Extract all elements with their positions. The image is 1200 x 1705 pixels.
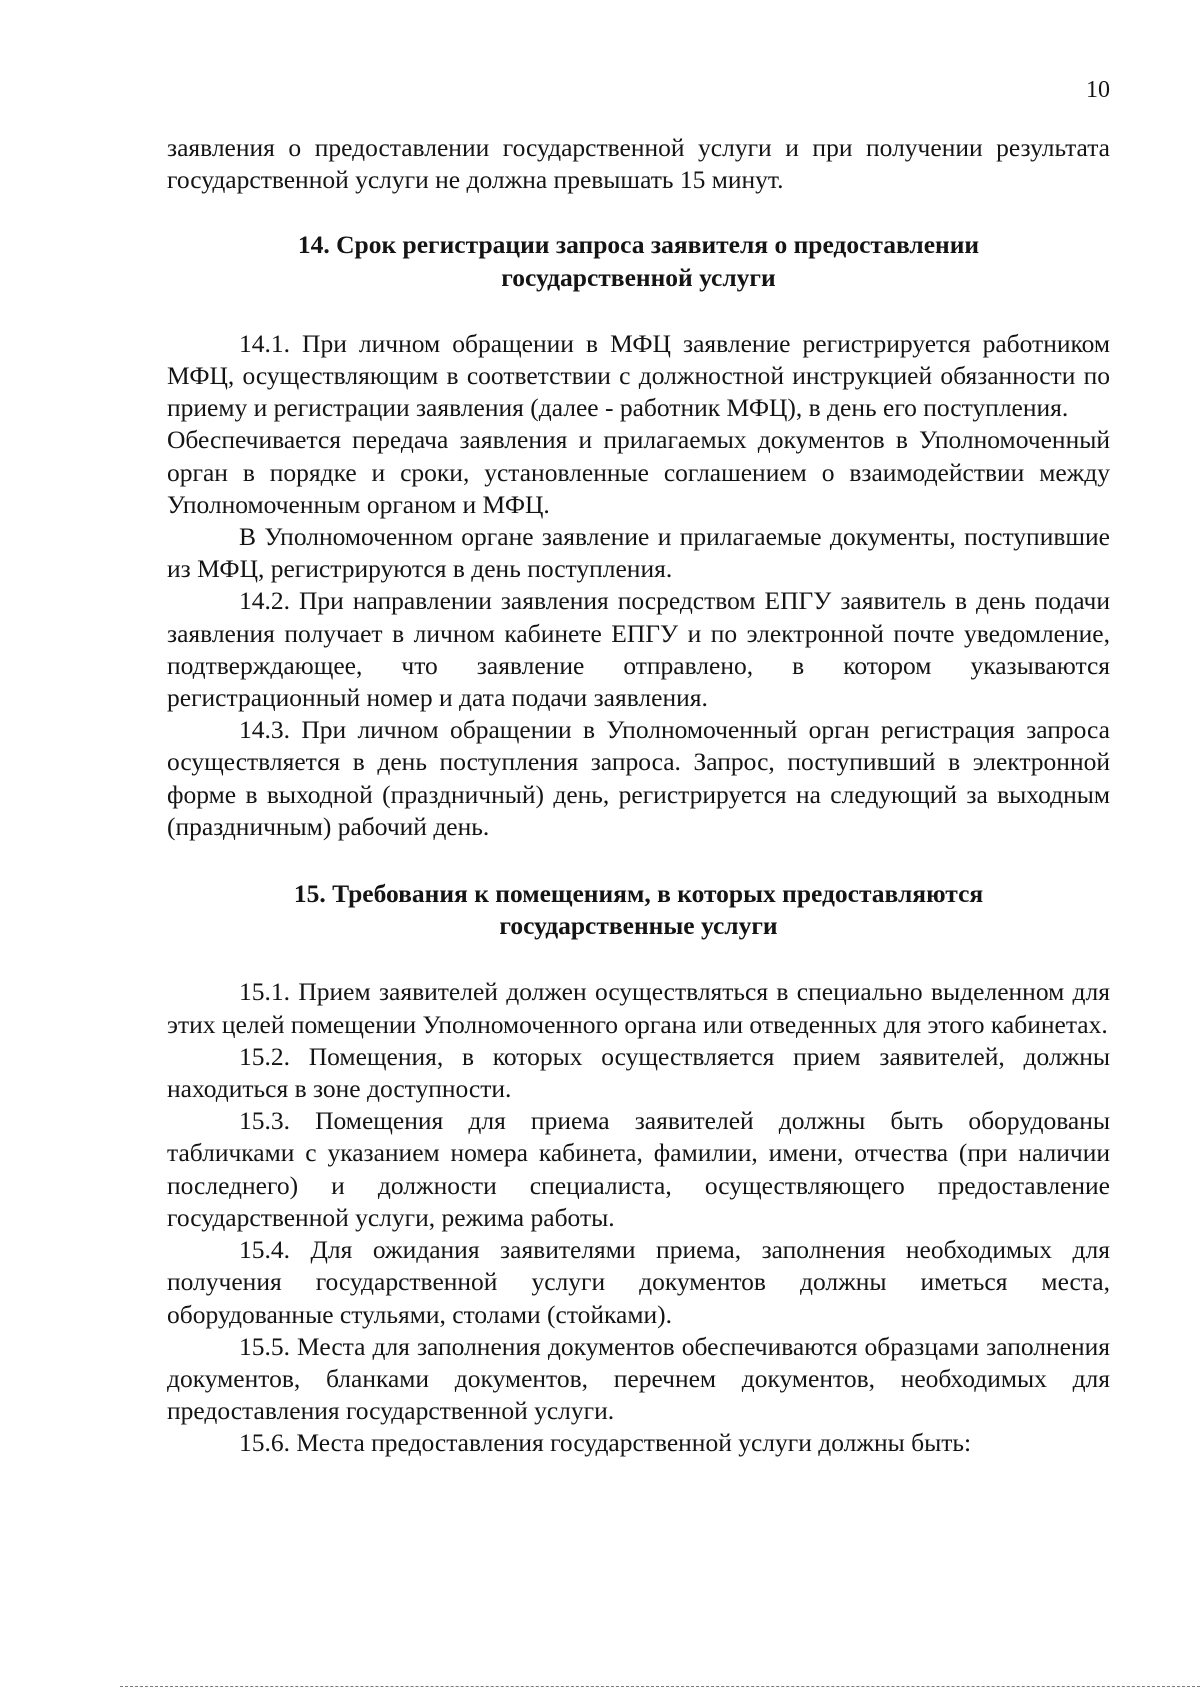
scan-edge-divider xyxy=(120,1686,1200,1687)
paragraph-14-1-transfer: Обеспечивается передача заявления и прилагаемых документов в Уполномоченный орган в порядке и сроки, установленные соглашением о взаимодействии между Уполномоченным органом и МФЦ. xyxy=(167,425,1110,519)
paragraph-14-1-registration: В Уполномоченном органе заявление и прилагаемые документы, поступившие из МФЦ, регистрируются в день поступления. xyxy=(167,522,1110,584)
page-number: 10 xyxy=(1086,77,1110,103)
paragraph-14-2: 14.2. При направлении заявления посредством ЕПГУ заявитель в день подачи заявления получает в личном кабинете ЕПГУ и по электронной почте уведомление, подтверждающее, что заявление отправлено, в котором указываются регистрационный номер и дата подачи заявления. xyxy=(167,586,1110,713)
paragraph-15-2: 15.2. Помещения, в которых осуществляется прием заявителей, должны находиться в зоне доступности. xyxy=(167,1041,1110,1104)
paragraph-15-4: 15.4. Для ожидания заявителями приема, заполнения необходимых для получения государственной услуги документов должны иметься места, оборудованные стульями, столами (стойками). xyxy=(167,1235,1110,1329)
paragraph-14-1: 14.1. При личном обращении в МФЦ заявление регистрируется работником МФЦ, осуществляющим в соответствии с должностной инструкцией обязанности по приему и регистрации заявления (далее - работник МФЦ), в день его поступления. xyxy=(167,328,1110,423)
paragraph-15-3: 15.3. Помещения для приема заявителей должны быть оборудованы табличками с указанием номера кабинета, фамилии, имени, отчества (при наличии последнего) и должности специалиста, осуществляющего предоставление государственной услуги, режима работы. xyxy=(167,1106,1110,1232)
section-14-heading: 14. Срок регистрации запроса заявителя о предоставлении государственной услуги xyxy=(297,230,980,292)
paragraph-15-6: 15.6. Места предоставления государственной услуги должны быть: xyxy=(239,1428,972,1458)
section-15-heading: 15. Требования к помещениям, в которых предоставляются государственные услуги xyxy=(293,879,984,941)
intro-paragraph: заявления о предоставлении государственной услуги и при получении результата государственной услуги не должна превышать 15 минут. xyxy=(167,133,1110,195)
paragraph-15-5: 15.5. Места для заполнения документов обеспечиваются образцами заполнения документов, бланками документов, перечнем документов, необходимых для предоставления государственной услуги. xyxy=(167,1331,1110,1426)
document-body xyxy=(167,132,1110,1460)
paragraph-14-3: 14.3. При личном обращении в Уполномоченный орган регистрация запроса осуществляется в день поступления запроса. Запрос, поступивший в электронной форме в выходной (праздничный) день, регистрируется на следующий за выходным (праздничным) рабочий день. xyxy=(167,715,1110,841)
paragraph-15-1: 15.1. Прием заявителей должен осуществляться в специально выделенном для этих целей помещении Уполномоченного органа или отведенных для этого кабинетах. xyxy=(167,977,1110,1039)
